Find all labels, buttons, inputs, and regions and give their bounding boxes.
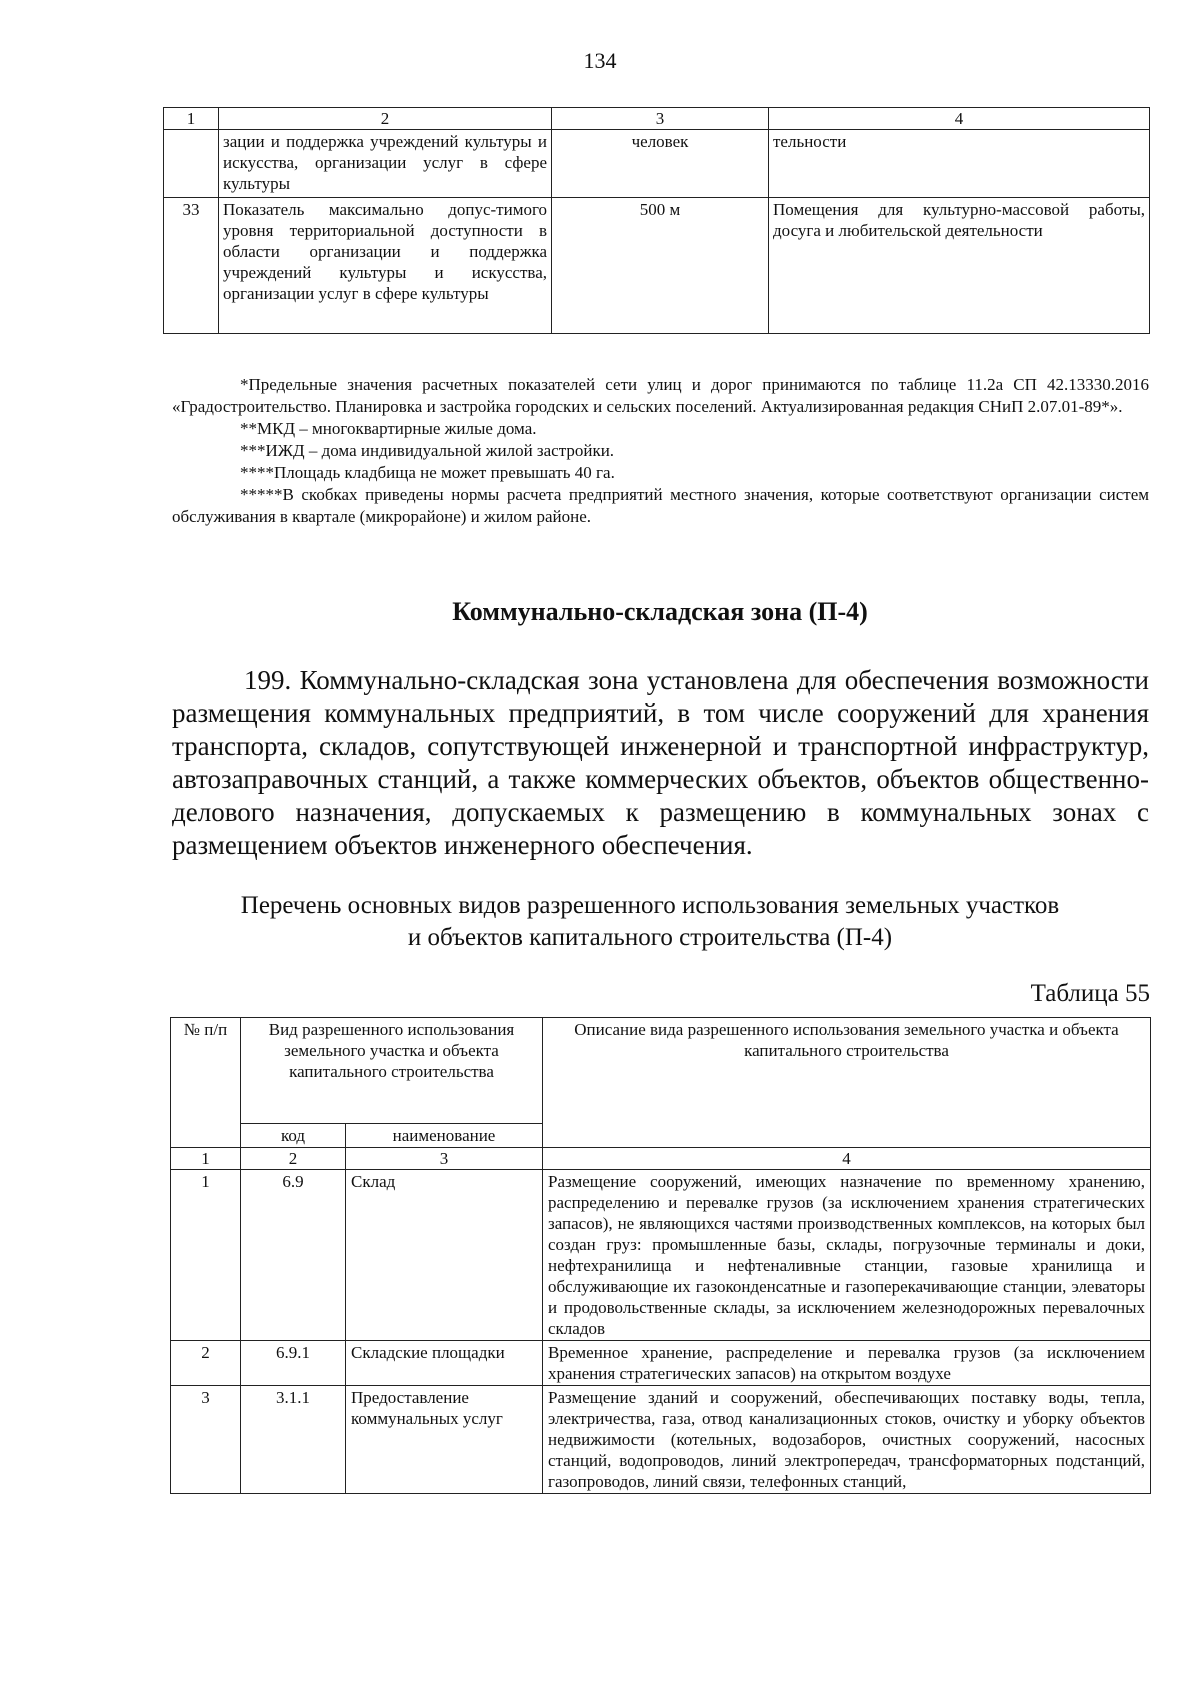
permitted-use-table [170,1017,1151,1494]
object-text: тельности [769,130,1150,198]
table-header-row [171,1018,1151,1124]
paragraph-199 [172,664,1149,862]
column-numbers-row [171,1148,1151,1170]
column-number: 2 [241,1148,346,1170]
footnote: *Предельные значения расчетных показателей сети улиц и дорог принимаются по таблице 11.2а СП 42.13330.2016 «Градостроительство. Планировка и застройка городских и сельских поселений. Актуализированная редакция СНиП 2.07.01-89*». [172,375,1149,416]
use-code: 6.9 [241,1170,346,1341]
footnote: ****Площадь кладбища не может превышать 40 га. [240,463,615,482]
column-number: 1 [171,1148,241,1170]
column-number: 4 [543,1148,1151,1170]
column-number: 4 [769,108,1150,130]
row-number: 1 [171,1170,241,1341]
footnote: **МКД – многоквартирные жилые дома. [240,419,537,438]
header-name: наименование [346,1124,543,1148]
column-number: 1 [164,108,219,130]
table-caption: Таблица 55 [1030,980,1150,1007]
list-title-line: и объектов капитального строительства (П-4) [407,924,893,951]
use-description: Размещение зданий и сооружений, обеспечивающих поставку воды, тепла, электричества, газа, отвод канализационных стоков, очистку и уборку объектов недвижимости (котельных, водозаборов, очистных сооружений, насосных станций, водопроводов, линий электропередач, трансформаторных подстанций, газопроводов, линий связи, телефонных станций, [543,1386,1151,1494]
use-name: Склад [346,1170,543,1341]
use-description: Временное хранение, распределение и перевалка грузов (за исключением хранения стратегических запасов) на открытом воздухе [543,1341,1151,1386]
list-title [150,890,1150,954]
column-number: 3 [552,108,769,130]
paragraph-index: 199. [244,665,292,695]
use-code: 3.1.1 [241,1386,346,1494]
table-row [171,1341,1151,1386]
paragraph-text: Коммунально-складская зона установлена для обеспечения возможности размещения коммунальных предприятий, в том числе сооружений для хранения транспорта, складов, сопутствующей инженерной и транспортной инфраструктур, автозаправочных станций, а также коммерческих объектов, объектов общественно-делового назначения, допускаемых к размещению в коммунальных зонах с размещением объектов инженерного обеспечения. [172,665,1150,860]
use-description: Размещение сооружений, имеющих назначение по временному хранению, распределению и перевалке грузов (за исключением хранения стратегических запасов), не являющихся частями производственных комплексов, на которых был создан груз: промышленные базы, склады, погрузочные терминалы и доки, нефтехранилища и нефтеналивные станции, газовые хранилища и обслуживающие их газоконденсатные и газоперекачивающие станции, элеваторы и продовольственные склады, за исключением железнодорожных перевалочных складов [543,1170,1151,1341]
row-number: 3 [171,1386,241,1494]
table-row [171,1170,1151,1341]
indicator-value: 500 м [552,198,769,334]
continuation-table-header [164,108,1150,130]
use-name: Предоставление коммунальных услуг [346,1386,543,1494]
page-number: 134 [583,48,617,73]
header-code: код [241,1124,346,1148]
table-row [171,1386,1151,1494]
column-number: 3 [346,1148,543,1170]
table-row [164,130,1150,198]
footnote: *****В скобках приведены нормы расчета предприятий местного значения, которые соответствуют организации систем обслуживания в квартале (микрорайоне) и жилом районе. [172,485,1149,526]
row-number: 33 [164,198,219,334]
column-number: 2 [219,108,552,130]
table-row [164,198,1150,334]
indicator-text: Показатель максимально допус-тимого уровня территориальной доступности в области организации и поддержка учреждений культуры и искусства, организации услуг в сфере культуры [219,198,552,334]
indicator-text: зации и поддержка учреждений культуры и искусства, организации услуг в сфере культуры [219,130,552,198]
indicator-value: человек [552,130,769,198]
section-heading: Коммунально-складская зона (П-4) [452,597,868,626]
footnotes [172,374,1149,528]
object-text: Помещения для культурно-массовой работы, досуга и любительской деятельности [769,198,1150,334]
continuation-table [163,107,1150,334]
list-title-line: Перечень основных видов разрешенного использования земельных участков [240,892,1060,919]
footnote: ***ИЖД – дома индивидуальной жилой застройки. [240,441,615,460]
header-kind: Вид разрешенного использования земельного участка и объекта капитального строительства [241,1018,543,1124]
row-number: 2 [171,1341,241,1386]
header-number: № п/п [171,1018,241,1148]
use-name: Складские площадки [346,1341,543,1386]
header-description: Описание вида разрешенного использования земельного участка и объекта капитального строительства [543,1018,1151,1148]
use-code: 6.9.1 [241,1341,346,1386]
row-number [164,130,219,198]
